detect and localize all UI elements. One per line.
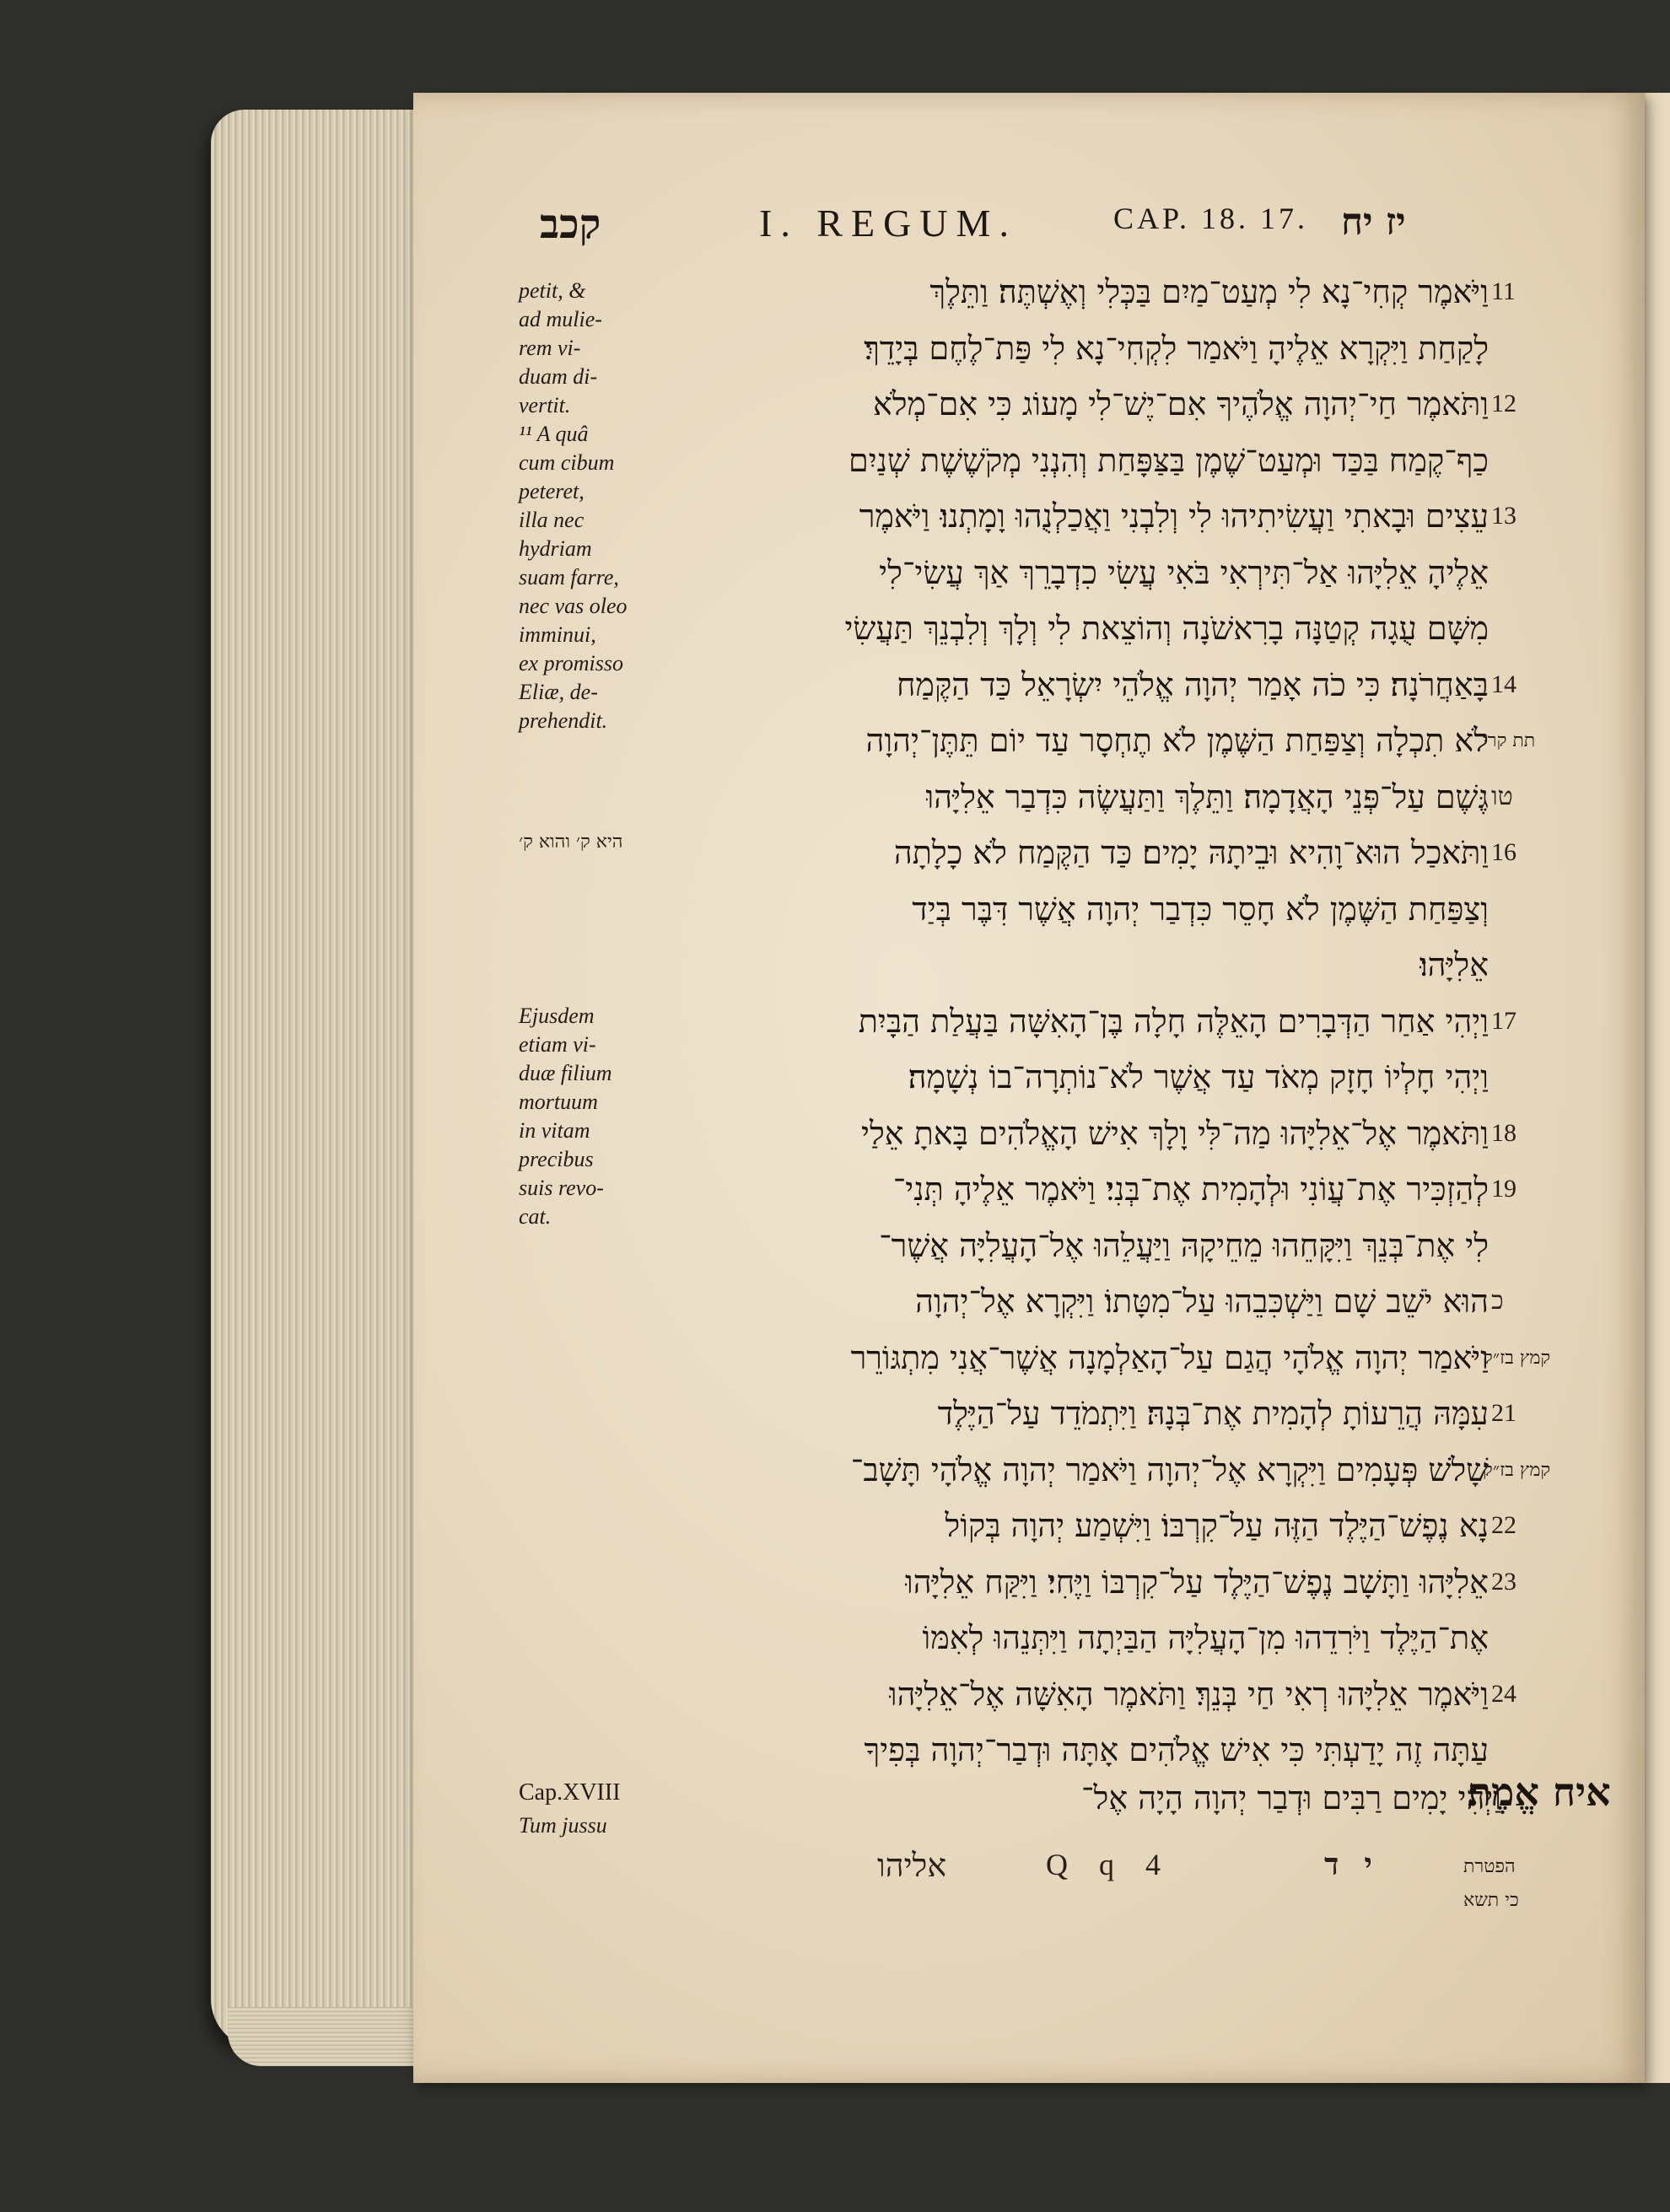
- right-margin-note: קמץ בז״ק: [1483, 1348, 1551, 1369]
- last-line-text: וַיְהִי יָמִים רַבִּים וּדְבַר יְהוָה הָיָה אֶל־: [1081, 1779, 1501, 1816]
- margin-note-hebrew: היא ק׳ והוא ק׳: [519, 832, 623, 853]
- text-line-content: אֵלִיָּהוּ׃: [1419, 945, 1489, 983]
- text-line: [662, 882, 1489, 936]
- text-line-content: וַיְהִי חָלְיוֹ חָזָק מְאֹד עַד אֲשֶׁר לֹא־נוֹתְרָה־בוֹ נְשָׁמָה׃: [908, 1058, 1489, 1095]
- margin-cap-latin-2: Tum jussu: [519, 1813, 607, 1838]
- text-line: [662, 1499, 1489, 1553]
- chapter-hebrew: יז יח: [1341, 201, 1406, 244]
- text-line-content: אֶת־הַיֶּלֶד וַיֹּרִדֵהוּ מִן־הָעֲלִיָּה הַבַּיְתָה וַיִּתְּנֵהוּ לְאִמּוֹ: [922, 1618, 1489, 1656]
- text-line: [662, 265, 1489, 319]
- text-line: [662, 1443, 1489, 1497]
- verse-number: כ: [1491, 1287, 1504, 1315]
- text-line-content: לִי אֶת־בְּנֵךְ וַיִּקָּחֵהוּ מֵחֵיקָהּ וַיַּעֲלֵהוּ אֶל־הָעֲלִיָּה אֲשֶׁר־: [879, 1226, 1489, 1264]
- text-line-content: וְצַפַּחַת הַשֶּׁמֶן לֹא חָסֵר כִּדְבַר יְהוָה אֲשֶׁר דִּבֶּר בְּיַד: [912, 890, 1489, 928]
- text-line: [662, 546, 1489, 600]
- verse-number: 23: [1491, 1568, 1516, 1596]
- text-line-content: עִמָּהּ הֲרֵעוֹתָ לְהָמִית אֶת־בְּנָהּ׃ וַיִּתְמֹדֵד עַל־הַיֶּלֶד: [937, 1394, 1489, 1432]
- text-line-content: עַתָּה זֶה יָדַעְתִּי כִּי אִישׁ אֱלֹהִים אָתָּה וּדְבַר־יְהוָה בְּפִיךָ: [864, 1730, 1489, 1768]
- verse-number: 13: [1491, 502, 1516, 530]
- signature-mark: Q q 4: [1046, 1848, 1172, 1881]
- haftara-label: הפטרת: [1463, 1856, 1516, 1877]
- text-line-content: נָא נֶפֶשׁ־הַיֶּלֶד הַזֶּה עַל־קִרְבּוֹ׃ וַיִּשְׁמַע יְהוָה בְּקוֹל: [945, 1506, 1489, 1544]
- verse-number: 24: [1491, 1680, 1516, 1708]
- text-line: [662, 1274, 1489, 1328]
- verse-number: טו: [1491, 783, 1513, 810]
- chapter-reference: CAP. 18. 17.: [1113, 202, 1309, 235]
- right-margin-note: תת קרי: [1483, 730, 1536, 751]
- text-line-content: מִשָּׁם עֻגָה קְטַנָּה בָרִאשֹׁנָה וְהוֹצֵאת לִי וְלָךְ וְלִבְנֵךְ תַּעֲשִׂי: [844, 609, 1489, 647]
- text-line: [662, 601, 1489, 655]
- text-line-content: וַתֹּאמֶר אֶל־אֵלִיָּהוּ מַה־לִּי וָלָךְ אִישׁ הָאֱלֹהִים בָּאתָ אֵלַי: [860, 1114, 1489, 1152]
- text-line-content: לֹא תִכְלָה וְצַפַּחַת הַשֶּׁמֶן לֹא תֶחְסָר עַד יוֹם תֵּתֶּן־יְהוָה: [865, 721, 1489, 759]
- bottom-catchword: אליהו: [877, 1847, 947, 1884]
- book-bottom-edges: [228, 2007, 430, 2066]
- margin-note-latin-1: petit, & ad mulie- rem vi- duam di- vertit. ¹¹ A quâ cum cibum peteret, illa nec hydriam suam farre, nec vas oleo imminui, ex promisso Eliæ, de- prehendit.: [519, 278, 628, 733]
- text-line: [662, 770, 1489, 824]
- verse-number: 19: [1491, 1175, 1516, 1203]
- text-line: [662, 1050, 1489, 1104]
- text-line-content: גֶּשֶׁם עַל־פְּנֵי הָאֲדָמָה׃ וַתֵּלֶךְ וַתַּעֲשֶׂה כִּדְבַר אֵלִיָּהוּ: [925, 778, 1489, 815]
- text-line: [662, 1667, 1489, 1721]
- text-line-content: הוּא יֹשֵׁב שָׁם וַיַּשְׁכִּבֵהוּ עַל־מִטָּתוֹ׃ וַיִּקְרָא אֶל־יְהוָה: [915, 1282, 1489, 1320]
- text-line-content: שָׁלֹשׁ פְּעָמִים וַיִּקְרָא אֶל־יְהוָה וַיֹּאמַר יְהוָה אֱלֹהָי תָּשָׁב־: [850, 1450, 1489, 1488]
- text-line: [662, 713, 1489, 767]
- text-line-content: וַתֹּאכַל הוּא־וָהִיא וּבֵיתָהּ יָמִים׃ כַּד הַקֶּמַח לֹא כָלָתָה: [893, 833, 1489, 871]
- text-line-content: אֵלֶיהָ אֵלִיָּהוּ אַל־תִּירְאִי בֹּאִי עֲשִׂי כִדְבָרֵךְ אַךְ עֲשִׂי־לִי: [879, 553, 1489, 591]
- verse-number: 14: [1491, 670, 1516, 698]
- text-line: [662, 1723, 1489, 1777]
- text-line: [662, 826, 1489, 880]
- text-line-content: וַיֹּאמֶר אֵלִיָּהוּ רְאִי חַי בְּנֵךְ׃ וַתֹּאמֶר הָאִשָּׁה אֶל־אֵלִיָּהוּ: [888, 1675, 1489, 1713]
- last-text-line: [759, 1771, 1501, 1825]
- text-line: [662, 1555, 1489, 1609]
- text-line: [662, 1611, 1489, 1665]
- text-line: [662, 321, 1489, 375]
- text-line-content: כַף־קֶמַח בַּכַּד וּמְעַט־שֶׁמֶן בַּצַּפָּחַת וְהִנְנִי מְקֹשֶׁשֶׁת שְׁנַיִם: [848, 441, 1489, 479]
- margin-cap-latin: Cap.XVIII: [519, 1779, 621, 1806]
- verse-number: 11: [1491, 277, 1516, 305]
- text-line-content: אֵלִיָּהוּ וַתָּשָׁב נֶפֶשׁ־הַיֶּלֶד עַל־קִרְבּוֹ וַיֶּחִי׃ וַיִּקַּח אֵלִיָּהוּ: [905, 1563, 1489, 1601]
- text-line: [662, 377, 1489, 431]
- book-page-edges: [211, 110, 430, 2049]
- verse-number: 12: [1491, 390, 1516, 417]
- text-line-content: וַיֹּאמַר יְהוָה אֱלֹהָי הֲגַם עַל־הָאַלְמָנָה אֲשֶׁר־אֲנִי מִתְגּוֹרֵר: [850, 1338, 1489, 1376]
- signature-hebrew: יד: [1324, 1847, 1398, 1882]
- text-line: [662, 658, 1489, 712]
- text-line: [662, 1106, 1489, 1160]
- text-line: [662, 994, 1489, 1048]
- verse-number: 17: [1491, 1007, 1516, 1035]
- right-margin-note: קמץ בז״ק: [1483, 1460, 1551, 1481]
- margin-note-latin-2: Ejusdem etiam vi- duæ filium mortuum in vitam precibus suis revo- cat.: [519, 1004, 612, 1229]
- text-line-content: וַיְהִי אַחַר הַדְּבָרִים הָאֵלֶּה חָלָה בֶּן־הָאִשָּׁה בַּעֲלַת הַבָּיִת: [858, 1002, 1489, 1040]
- text-line: [662, 489, 1489, 543]
- text-line: [662, 1162, 1489, 1216]
- running-title: I. REGUM.: [759, 202, 1017, 245]
- verse-number: 18: [1491, 1119, 1516, 1147]
- catch-right: איח אֱמֶת׃: [1468, 1769, 1611, 1815]
- text-line: [662, 1331, 1489, 1385]
- text-line-content: עֵצִים וּבָאתִי וַעֲשִׂיתִיהוּ לִי וְלִבְנִי וַאֲכַלְנֻהוּ וָמָתְנוּ׃ וַיֹּאמֶר: [859, 497, 1489, 535]
- folio-number-hebrew: קכב: [540, 201, 601, 248]
- haftara-name: כי תשא: [1463, 1890, 1519, 1911]
- verse-number: 22: [1491, 1511, 1516, 1539]
- verse-number: 21: [1491, 1399, 1516, 1427]
- text-line-content: לָקַחַת וַיִּקְרָא אֵלֶיהָ וַיֹּאמַר לִקְחִי־נָא לִי פַּת־לֶחֶם בְּיָדֵךְ׃: [864, 329, 1489, 367]
- text-line-content: בָּאַחֲרֹנָה׃ כִּי כֹה אָמַר יְהוָה אֱלֹהֵי יִשְׂרָאֵל כַּד הַקֶּמַח: [896, 665, 1489, 703]
- verse-number: 16: [1491, 838, 1516, 866]
- text-line: [662, 433, 1489, 487]
- text-line: [662, 1219, 1489, 1273]
- text-line-content: וַיֹּאמֶר קְחִי־נָא לִי מְעַט־מַיִם בַּכְּלִי וְאֶשְׁתֶּה׃ וַתֵּלֶךְ: [929, 272, 1489, 310]
- text-line-content: לְהַזְכִּיר אֶת־עֲוֹנִי וּלְהָמִית אֶת־בְּנִי׃ וַיֹּאמֶר אֵלֶיהָ תְּנִי־: [892, 1170, 1489, 1208]
- text-line: [662, 1386, 1489, 1440]
- text-line: [662, 938, 1489, 992]
- text-line-content: וַתֹּאמֶר חַי־יְהוָה אֱלֹהֶיךָ אִם־יֶשׁ־לִי מָעוֹג כִּי אִם־מְלֹא: [872, 385, 1489, 422]
